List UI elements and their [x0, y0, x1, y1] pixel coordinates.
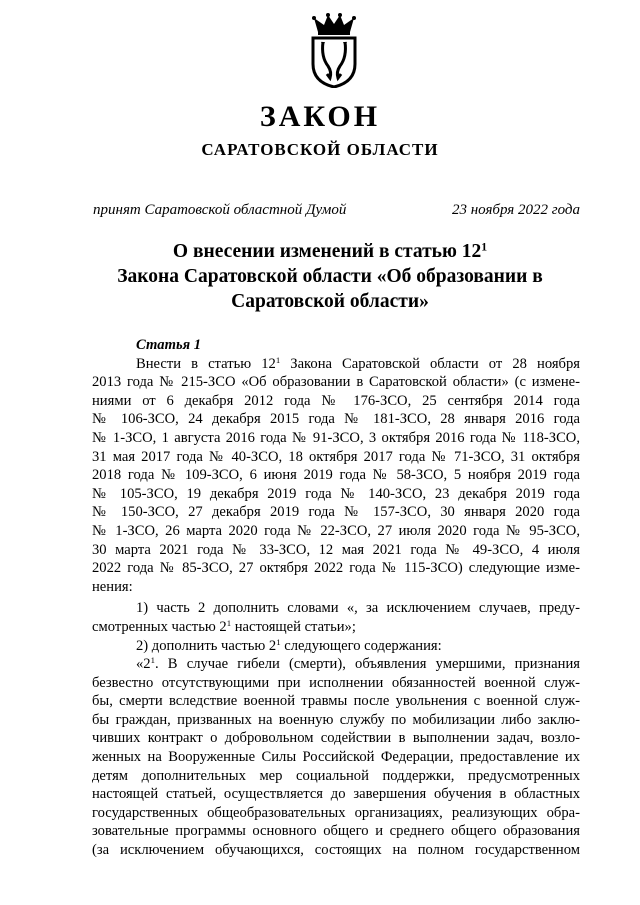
law-title: ЗАКОН — [259, 100, 381, 133]
text-line: детям дополнительных мер социальной поддержки, предусмотренных — [92, 767, 580, 784]
text-line: № 1-ЗСО, 1 августа 2016 года № 91-ЗСО, 3 октября 2016 года № 118-ЗСО, — [92, 429, 580, 446]
text-line: № 106-ЗСО, 24 декабря 2015 года № 181-ЗСО, 28 января 2016 года — [92, 411, 580, 428]
text-line: № 1-ЗСО, 26 марта 2020 года № 22-ЗСО, 27 июля 2020 года № 95-ЗСО, — [92, 522, 580, 539]
article-title: Статья 1 — [136, 337, 202, 353]
law-heading — [70, 239, 590, 314]
adoption-date: 23 ноября 2022 года — [451, 202, 580, 218]
text-line: № 105-ЗСО, 19 декабря 2019 года № 140-ЗСО, 23 декабря 2019 года — [92, 485, 580, 502]
text-line: 2018 года № 109-ЗСО, 6 июня 2019 года № 58-ЗСО, 5 ноября 2019 года — [92, 467, 580, 484]
text-line: смотренных частью $2^1$ настоящей статьи»; — [92, 618, 356, 635]
text-line: «$2^1$. В случае гибели (смерти), объявления умершими, признания — [136, 655, 580, 673]
text-line: настоящей статьей, осуществляется до завершения обучения в областных — [92, 786, 580, 803]
text-line: 31 мая 2017 года № 40-ЗСО, 18 октября 2017 года № 71-ЗСО, 31 октября — [92, 448, 580, 465]
text-line: нения: — [92, 578, 133, 595]
text-line: чивших контракт о добровольном содействии в выполнении задач, возло- — [92, 730, 580, 747]
coat-of-arms-icon — [308, 12, 360, 88]
region-title: САРАТОВСКОЙ ОБЛАСТИ — [201, 140, 439, 159]
text-line: 2013 года № 215-ЗСО «Об образовании в Саратовской области» (с измене- — [92, 374, 580, 391]
text-line: бы граждан, призванных на военную службу по мобилизации либо заклю- — [92, 711, 580, 728]
heading-line: Саратовской области» — [231, 291, 429, 312]
text-line: (за исключением обучающихся, состоящих на полном государственном — [92, 842, 580, 859]
text-line: 2022 года № 85-ЗСО, 27 октября 2022 года № 115-ЗСО) следующие изме- — [92, 560, 580, 577]
text-line: женных на Вооруженные Силы Российской Федерации, предоставление их — [92, 749, 580, 766]
text-line: зовательные программы основного общего и среднего общего образования — [92, 823, 580, 840]
adoption-line — [93, 200, 580, 220]
text-line: 1) часть 2 дополнить словами «, за исключением случаев, преду- — [136, 600, 580, 617]
article-body — [92, 336, 580, 860]
text-line: безвестно отсутствующими при исполнении обязанностей военной служ- — [92, 674, 580, 691]
heading-line: Закона Саратовской области «Об образовании в — [117, 266, 543, 287]
adopted-by: принят Саратовской областной Думой — [93, 202, 347, 218]
heading-line: О внесении изменений в статью $12^1$ — [172, 240, 488, 262]
text-line: Внести в статью $12^1$ Закона Саратовской области от 28 ноября — [136, 354, 580, 372]
text-line: бы, смерти вследствие военной травмы после увольнения с военной служ- — [92, 693, 580, 710]
text-line: ниями от 6 декабря 2012 года № 176-ЗСО, 25 сентября 2014 года — [92, 392, 580, 409]
text-line: государственных общеобразовательных организациях, реализующих обра- — [92, 804, 580, 821]
text-line: 2) дополнить частью $2^1$ следующего содержания: — [136, 636, 442, 654]
text-line: 30 марта 2021 года № 33-ЗСО, 12 мая 2021 года № 49-ЗСО, 4 июля — [92, 541, 580, 558]
text-line: № 150-ЗСО, 27 декабря 2019 года № 157-ЗСО, 30 января 2020 года — [92, 504, 580, 521]
